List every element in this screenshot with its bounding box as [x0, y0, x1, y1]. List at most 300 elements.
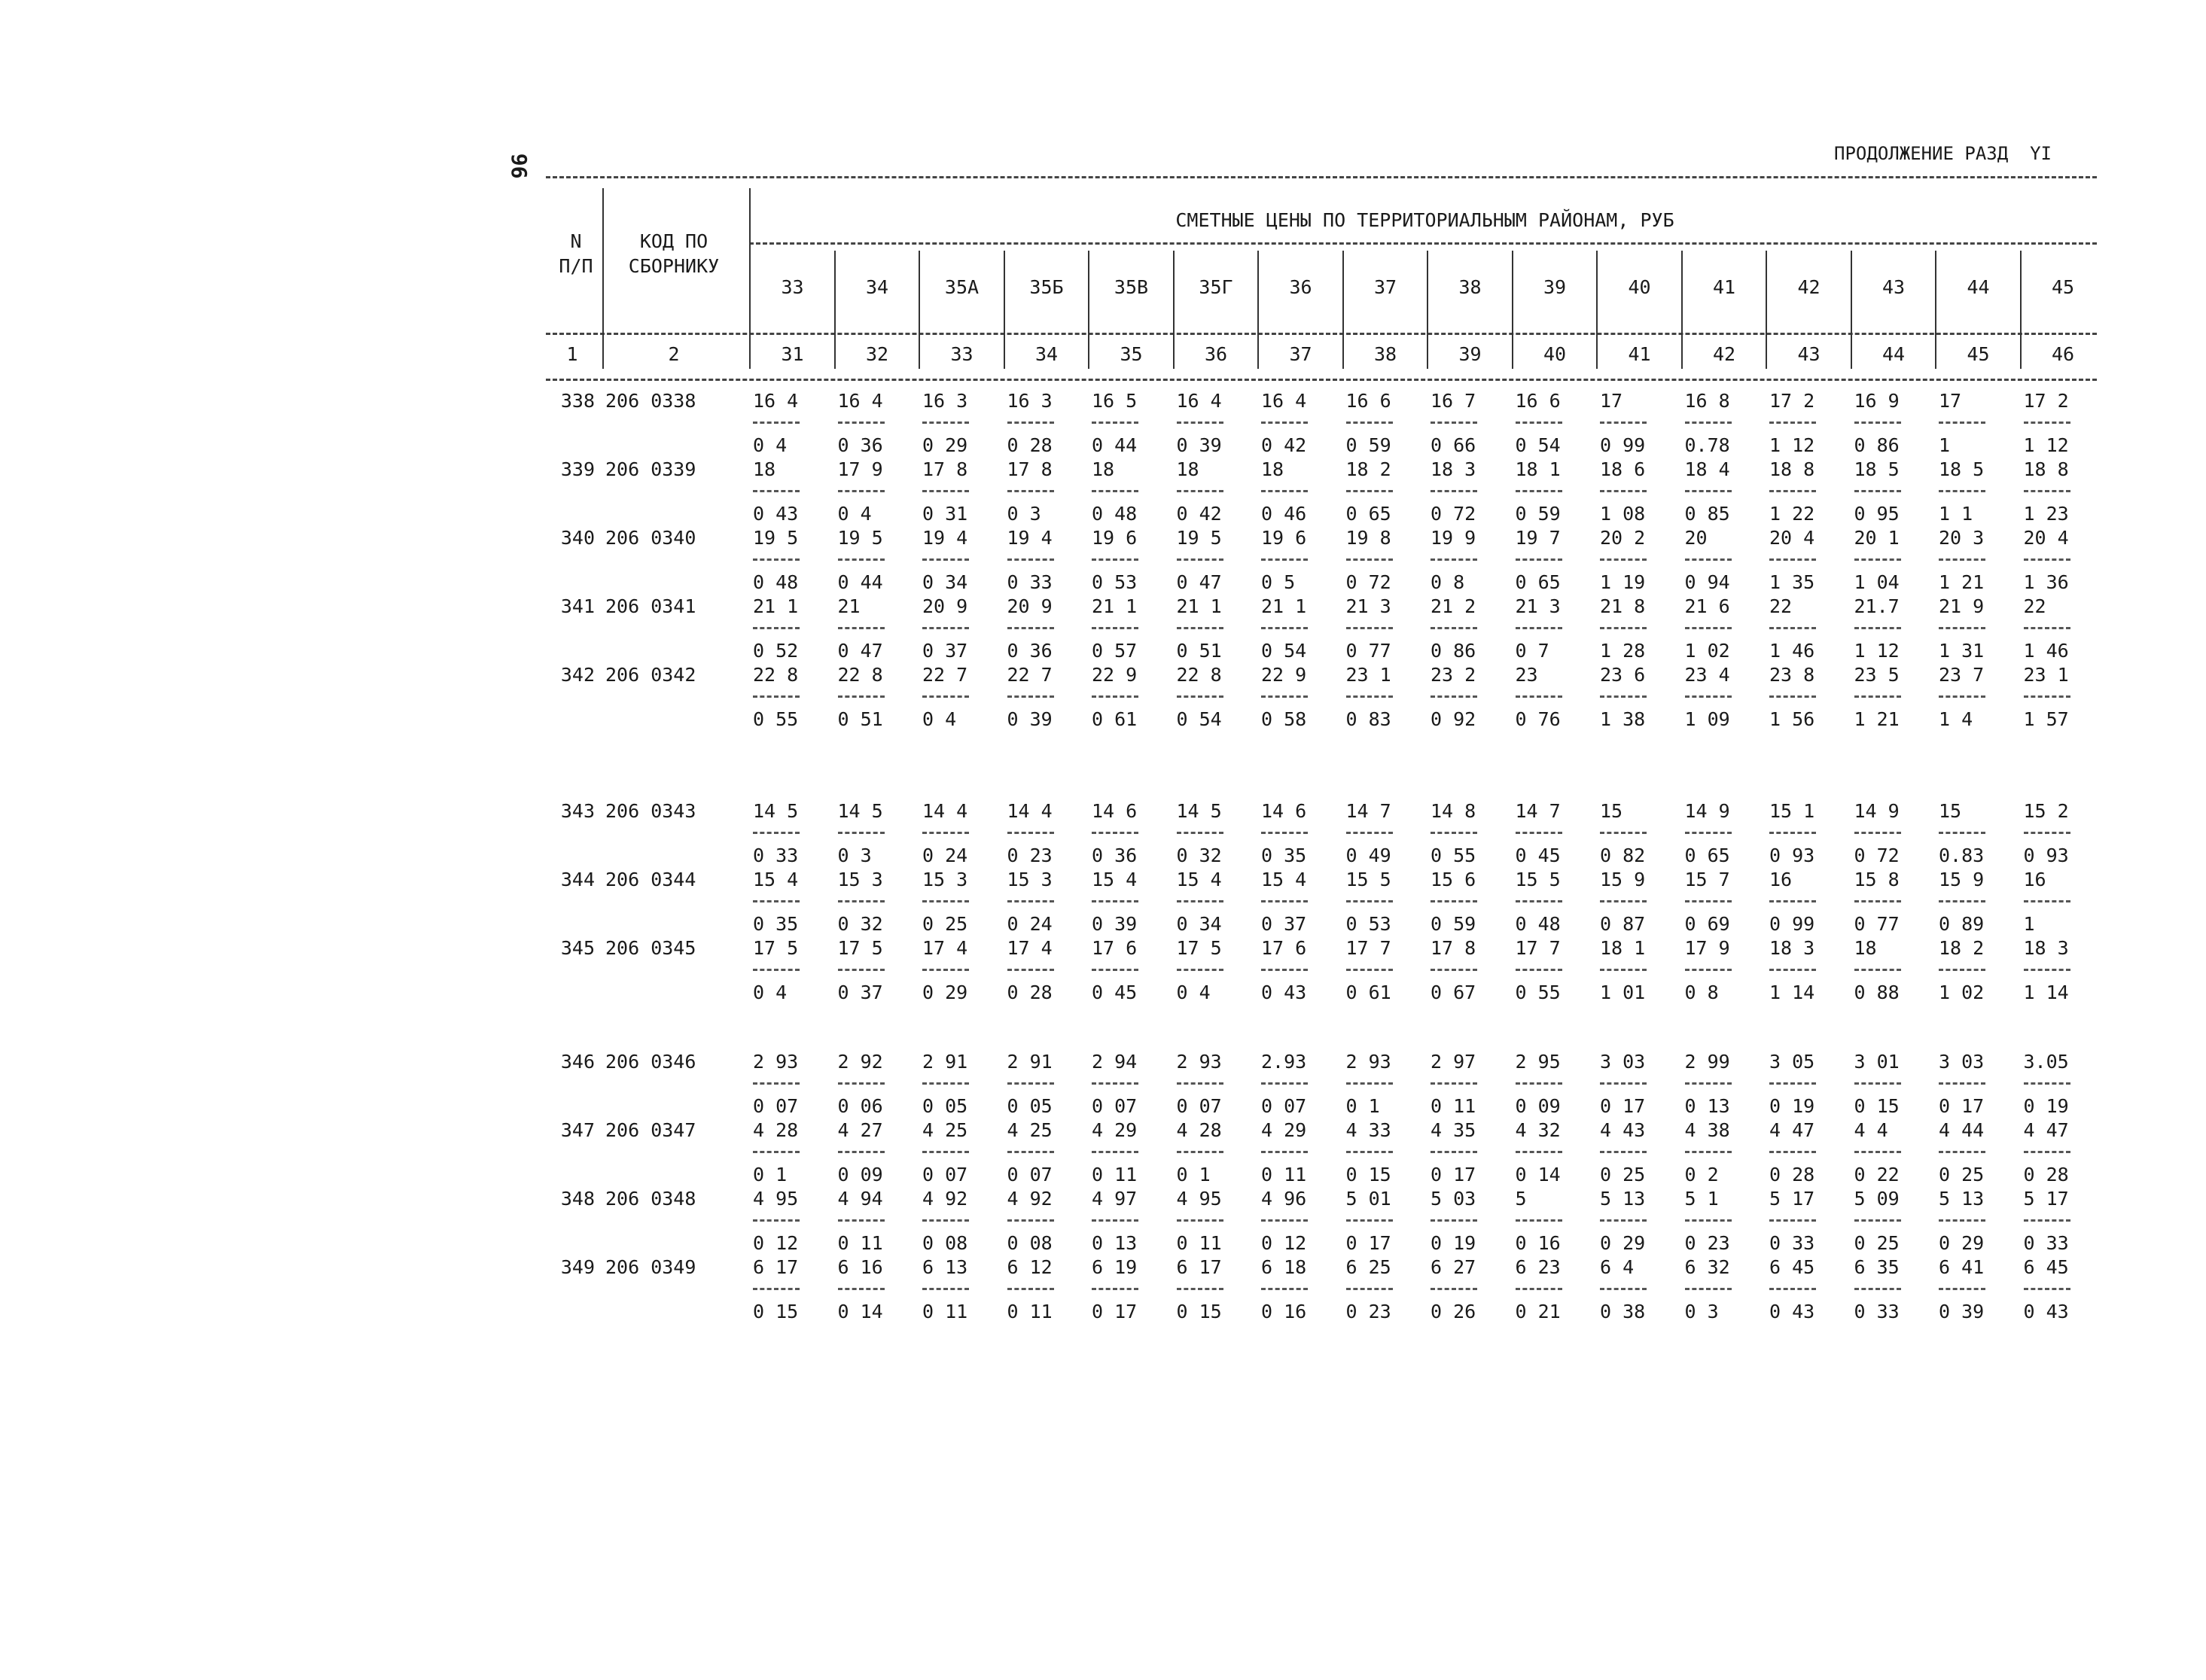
fraction-bar: [922, 695, 969, 698]
column-number: 39: [1458, 343, 1482, 365]
price-total: 15 8: [1854, 869, 1900, 890]
column-number: 43: [1797, 343, 1821, 365]
fraction-bar: [1516, 1082, 1562, 1085]
price-wage: 0 11: [837, 1232, 883, 1254]
price-wage: 0 29: [922, 982, 968, 1003]
price-total: 17 2: [2023, 390, 2069, 412]
price-wage: 0 65: [1684, 845, 1730, 866]
price-total: 21 1: [753, 595, 799, 617]
price-total: 15 9: [1939, 869, 1985, 890]
fraction-bar: [1685, 627, 1732, 629]
price-wage: 0 09: [1515, 1095, 1561, 1117]
region-header: 40: [1628, 276, 1651, 298]
price-total: 23 1: [2023, 664, 2069, 686]
price-wage: 0 4: [753, 434, 788, 456]
fraction-bar: [1092, 1082, 1138, 1085]
price-total: 2 95: [1515, 1051, 1561, 1073]
region-header: 41: [1712, 276, 1736, 298]
price-wage: 1 14: [1769, 982, 1815, 1003]
fraction-bar: [1431, 1151, 1477, 1153]
price-total: 22 7: [922, 664, 968, 686]
fraction-bar: [1346, 900, 1393, 902]
fraction-bar: [1007, 422, 1054, 424]
price-wage: 0 48: [1515, 913, 1561, 935]
fraction-bar: [1431, 422, 1477, 424]
price-wage: 0 4: [922, 708, 957, 730]
price-wage: 0 36: [837, 434, 883, 456]
fraction-bar: [922, 1288, 969, 1290]
price-total: 6 12: [1007, 1256, 1053, 1278]
price-total: 3 05: [1769, 1051, 1815, 1073]
price-total: 17: [1939, 390, 1962, 412]
column-separator: [1004, 251, 1005, 369]
price-total: 17 6: [1092, 937, 1138, 959]
column-separator: [1427, 251, 1428, 369]
price-wage: 0 54: [1261, 640, 1307, 662]
price-total: 16 6: [1345, 390, 1391, 412]
fraction-bar: [753, 1219, 800, 1222]
fraction-bar: [1939, 558, 1985, 561]
price-total: 4 47: [2023, 1119, 2069, 1141]
price-wage: 0 36: [1092, 845, 1138, 866]
column-number: 46: [2051, 343, 2075, 365]
price-wage: 0 36: [1007, 640, 1053, 662]
price-total: 17 7: [1345, 937, 1391, 959]
price-wage: 0 17: [1345, 1232, 1391, 1254]
fraction-bar: [1007, 695, 1054, 698]
row-code: 206 0348: [605, 1188, 696, 1210]
fraction-bar: [1431, 900, 1477, 902]
price-wage: 0 07: [1261, 1095, 1307, 1117]
fraction-bar: [1261, 832, 1308, 834]
price-total: 3.05: [2023, 1051, 2069, 1073]
price-total: 18 2: [1345, 458, 1391, 480]
price-total: 15 6: [1431, 869, 1476, 890]
fraction-bar: [1261, 422, 1308, 424]
price-total: 20 4: [2023, 527, 2069, 549]
price-wage: 0 34: [1176, 913, 1222, 935]
fraction-bar: [1600, 969, 1647, 971]
price-total: 4 29: [1092, 1119, 1138, 1141]
price-total: 21 1: [1261, 595, 1307, 617]
price-total: 21 9: [1939, 595, 1985, 617]
fraction-bar: [2024, 558, 2070, 561]
fraction-bar: [1685, 695, 1732, 698]
price-total: 2 93: [753, 1051, 799, 1073]
price-wage: 0 53: [1092, 571, 1138, 593]
fraction-bar: [1261, 969, 1308, 971]
fraction-bar: [838, 558, 885, 561]
price-total: 17 2: [1769, 390, 1815, 412]
price-wage: 1 02: [1684, 640, 1730, 662]
price-wage: 0 11: [1431, 1095, 1476, 1117]
price-total: 16: [2023, 869, 2046, 890]
price-total: 19 5: [753, 527, 799, 549]
price-total: 22: [2023, 595, 2046, 617]
fraction-bar: [1177, 422, 1223, 424]
row-code: 206 0344: [605, 869, 696, 890]
price-total: 6 17: [753, 1256, 799, 1278]
fraction-bar: [1854, 1288, 1901, 1290]
price-total: 15 3: [922, 869, 968, 890]
price-wage: 0 86: [1854, 434, 1900, 456]
price-total: 4 95: [753, 1188, 799, 1210]
price-total: 14 9: [1854, 800, 1900, 822]
fraction-bar: [753, 558, 800, 561]
fraction-bar: [1685, 558, 1732, 561]
price-wage: 0 07: [1007, 1164, 1053, 1185]
fraction-bar: [1939, 969, 1985, 971]
price-total: 18: [1854, 937, 1877, 959]
fraction-bar: [1346, 1151, 1393, 1153]
price-total: 22 8: [753, 664, 799, 686]
price-wage: 1 21: [1854, 708, 1900, 730]
price-total: 15 4: [1092, 869, 1138, 890]
price-wage: 1 23: [2023, 503, 2069, 525]
row-code: 206 0341: [605, 595, 696, 617]
fraction-bar: [1600, 1219, 1647, 1222]
price-total: 14 8: [1431, 800, 1476, 822]
price-wage: 0 06: [837, 1095, 883, 1117]
price-total: 4 96: [1261, 1188, 1307, 1210]
price-total: 17 5: [837, 937, 883, 959]
price-wage: 1 22: [1769, 503, 1815, 525]
price-total: 5 1: [1684, 1188, 1719, 1210]
fraction-bar: [753, 900, 800, 902]
price-wage: 0 11: [922, 1301, 968, 1322]
price-wage: 0 89: [1939, 913, 1985, 935]
price-wage: 0 76: [1515, 708, 1561, 730]
fraction-bar: [2024, 1151, 2070, 1153]
price-wage: 0 42: [1261, 434, 1307, 456]
price-total: 17 9: [837, 458, 883, 480]
row-code: 206 0338: [605, 390, 696, 412]
row-number: 340: [560, 527, 595, 549]
price-wage: 0 23: [1345, 1301, 1391, 1322]
price-wage: 0 5: [1261, 571, 1296, 593]
fraction-bar: [1177, 1151, 1223, 1153]
region-header: 33: [781, 276, 804, 298]
price-wage: 1: [1939, 434, 1951, 456]
price-wage: 1 04: [1854, 571, 1900, 593]
price-wage: 0 32: [1176, 845, 1222, 866]
price-total: 4 94: [837, 1188, 883, 1210]
column-number: 32: [865, 343, 889, 365]
region-header: 37: [1373, 276, 1397, 298]
price-wage: 0 38: [1600, 1301, 1646, 1322]
header-rule-1: [546, 333, 2097, 335]
price-wage: 0 15: [1345, 1164, 1391, 1185]
price-total: 18 5: [1939, 458, 1985, 480]
price-wage: 1 12: [2023, 434, 2069, 456]
price-total: 19 6: [1092, 527, 1138, 549]
row-code: 206 0340: [605, 527, 696, 549]
price-wage: 0 29: [1939, 1232, 1985, 1254]
price-wage: 0 85: [1684, 503, 1730, 525]
price-total: 16 4: [1176, 390, 1222, 412]
price-total: 2 91: [922, 1051, 968, 1073]
fraction-bar: [838, 1288, 885, 1290]
column-separator: [1512, 251, 1513, 369]
fraction-bar: [1769, 558, 1816, 561]
price-wage: 0 8: [1431, 571, 1465, 593]
price-total: 18: [1176, 458, 1199, 480]
fraction-bar: [1092, 422, 1138, 424]
price-wage: 0 1: [753, 1164, 788, 1185]
fraction-bar: [1854, 627, 1901, 629]
price-wage: 0 59: [1345, 434, 1391, 456]
price-wage: 0 19: [1769, 1095, 1815, 1117]
price-total: 18 1: [1515, 458, 1561, 480]
fraction-bar: [1685, 1219, 1732, 1222]
price-total: 18 4: [1684, 458, 1730, 480]
fraction-bar: [1007, 558, 1054, 561]
price-total: 14 6: [1092, 800, 1138, 822]
fraction-bar: [1939, 900, 1985, 902]
column-separator: [1766, 251, 1767, 369]
price-wage: 0 59: [1515, 503, 1561, 525]
price-wage: 1: [2023, 913, 2035, 935]
fraction-bar: [1600, 900, 1647, 902]
price-wage: 1 28: [1600, 640, 1646, 662]
fraction-bar: [1854, 900, 1901, 902]
price-wage: 0 54: [1515, 434, 1561, 456]
price-wage: 0 3: [1007, 503, 1041, 525]
price-total: 15 4: [753, 869, 799, 890]
price-total: 6 23: [1515, 1256, 1561, 1278]
price-total: 21 1: [1092, 595, 1138, 617]
price-total: 16 4: [1261, 390, 1307, 412]
price-wage: 1 02: [1939, 982, 1985, 1003]
price-wage: 0 52: [753, 640, 799, 662]
fraction-bar: [1431, 1082, 1477, 1085]
column-number: 41: [1628, 343, 1651, 365]
fraction-bar: [1177, 558, 1223, 561]
fraction-bar: [1769, 1219, 1816, 1222]
price-wage: 0 44: [1092, 434, 1138, 456]
price-total: 17 5: [1176, 937, 1222, 959]
price-total: 22: [1769, 595, 1793, 617]
price-total: 3 01: [1854, 1051, 1900, 1073]
row-number: 348: [560, 1188, 595, 1210]
fraction-bar: [1685, 490, 1732, 492]
price-wage: 0 07: [1092, 1095, 1138, 1117]
price-wage: 0 34: [922, 571, 968, 593]
header-group-rule: [749, 242, 2097, 245]
row-number: 347: [560, 1119, 595, 1141]
region-header: 35Б: [1029, 276, 1064, 298]
price-wage: 0 13: [1684, 1095, 1730, 1117]
fraction-bar: [753, 422, 800, 424]
fraction-bar: [1261, 695, 1308, 698]
price-total: 4 95: [1176, 1188, 1222, 1210]
price-total: 20 9: [1007, 595, 1053, 617]
fraction-bar: [1177, 969, 1223, 971]
fraction-bar: [1431, 832, 1477, 834]
fraction-bar: [1092, 627, 1138, 629]
fraction-bar: [1177, 1288, 1223, 1290]
price-total: 20 3: [1939, 527, 1985, 549]
price-wage: 1 12: [1769, 434, 1815, 456]
price-wage: 1 38: [1600, 708, 1646, 730]
price-wage: 0 53: [1345, 913, 1391, 935]
region-header: 43: [1881, 276, 1906, 298]
fraction-bar: [838, 969, 885, 971]
price-total: 22 8: [1176, 664, 1222, 686]
price-total: 17 4: [1007, 937, 1053, 959]
price-total: 6 25: [1345, 1256, 1391, 1278]
price-wage: 0 43: [2023, 1301, 2069, 1322]
column-number: 1: [566, 343, 578, 365]
price-total: 4 92: [922, 1188, 968, 1210]
column-number: 38: [1373, 343, 1397, 365]
fraction-bar: [1261, 558, 1308, 561]
price-total: 2 99: [1684, 1051, 1730, 1073]
fraction-bar: [1769, 490, 1816, 492]
price-total: 5 03: [1431, 1188, 1476, 1210]
fraction-bar: [753, 695, 800, 698]
fraction-bar: [753, 1151, 800, 1153]
price-total: 16 4: [837, 390, 883, 412]
price-total: 21 2: [1431, 595, 1476, 617]
price-wage: 0 44: [837, 571, 883, 593]
price-wage: 0 69: [1684, 913, 1730, 935]
price-wage: 0 33: [1007, 571, 1053, 593]
fraction-bar: [1346, 1288, 1393, 1290]
column-separator: [602, 188, 604, 369]
fraction-bar: [1007, 1288, 1054, 1290]
price-wage: 0 21: [1515, 1301, 1561, 1322]
price-total: 4 33: [1345, 1119, 1391, 1141]
fraction-bar: [1516, 832, 1562, 834]
price-wage: 0 28: [1007, 982, 1053, 1003]
column-number: 36: [1204, 343, 1228, 365]
price-total: 14 5: [753, 800, 799, 822]
price-wage: 0 42: [1176, 503, 1222, 525]
price-total: 17 4: [922, 937, 968, 959]
price-total: 15 2: [2023, 800, 2069, 822]
price-wage: 0 48: [1092, 503, 1138, 525]
price-wage: 0 14: [1515, 1164, 1561, 1185]
price-total: 17: [1600, 390, 1623, 412]
column-number: 40: [1543, 343, 1567, 365]
price-wage: 0 61: [1092, 708, 1138, 730]
price-wage: 1 12: [1854, 640, 1900, 662]
price-total: 18 3: [2023, 937, 2069, 959]
price-total: 17 8: [1007, 458, 1053, 480]
price-total: 16 4: [753, 390, 799, 412]
price-total: 4 92: [1007, 1188, 1053, 1210]
price-wage: 0 28: [1769, 1164, 1815, 1185]
column-number: 2: [668, 343, 680, 365]
price-wage: 0 87: [1600, 913, 1646, 935]
row-code: 206 0346: [605, 1051, 696, 1073]
column-separator: [919, 251, 920, 369]
fraction-bar: [2024, 969, 2070, 971]
price-wage: 0 11: [1176, 1232, 1222, 1254]
price-total: 6 27: [1431, 1256, 1476, 1278]
fraction-bar: [1685, 1288, 1732, 1290]
price-wage: 0 19: [1431, 1232, 1476, 1254]
price-total: 3 03: [1939, 1051, 1985, 1073]
fraction-bar: [922, 422, 969, 424]
price-total: 23: [1515, 664, 1538, 686]
price-total: 19 7: [1515, 527, 1561, 549]
price-total: 16 5: [1092, 390, 1138, 412]
fraction-bar: [1600, 832, 1647, 834]
fraction-bar: [1600, 558, 1647, 561]
price-wage: 0 28: [1007, 434, 1053, 456]
fraction-bar: [2024, 832, 2070, 834]
price-total: 4 47: [1769, 1119, 1815, 1141]
price-wage: 0 09: [837, 1164, 883, 1185]
price-wage: 0 77: [1345, 640, 1391, 662]
price-wage: 0 31: [922, 503, 968, 525]
row-number: 341: [560, 595, 595, 617]
column-separator: [749, 188, 751, 369]
price-wage: 0 83: [1345, 708, 1391, 730]
price-total: 4 25: [1007, 1119, 1053, 1141]
fraction-bar: [1346, 832, 1393, 834]
fraction-bar: [1092, 969, 1138, 971]
price-wage: 0 72: [1854, 845, 1900, 866]
price-total: 16 9: [1854, 390, 1900, 412]
price-total: 16 6: [1515, 390, 1561, 412]
price-total: 2 93: [1345, 1051, 1391, 1073]
column-separator: [834, 251, 836, 369]
price-wage: 0 4: [837, 503, 872, 525]
price-total: 5: [1515, 1188, 1527, 1210]
price-wage: 0 26: [1431, 1301, 1476, 1322]
column-separator: [1681, 251, 1683, 369]
price-wage: 0 43: [1769, 1301, 1815, 1322]
fraction-bar: [2024, 422, 2070, 424]
price-wage: 0 33: [2023, 1232, 2069, 1254]
price-total: 23 8: [1769, 664, 1815, 686]
price-wage: 0 25: [1600, 1164, 1646, 1185]
price-wage: 0 7: [1515, 640, 1549, 662]
price-total: 15 1: [1769, 800, 1815, 822]
price-wage: 0 23: [1007, 845, 1053, 866]
price-wage: 0 11: [1007, 1301, 1053, 1322]
fraction-bar: [2024, 627, 2070, 629]
price-total: 21 6: [1684, 595, 1730, 617]
price-total: 6 17: [1176, 1256, 1222, 1278]
column-number: 45: [1967, 343, 1990, 365]
fraction-bar: [1600, 490, 1647, 492]
price-wage: 1 01: [1600, 982, 1646, 1003]
price-total: 14 4: [922, 800, 968, 822]
price-wage: 1 56: [1769, 708, 1815, 730]
price-wage: 0 66: [1431, 434, 1476, 456]
price-total: 17 8: [1431, 937, 1476, 959]
fraction-bar: [1939, 1082, 1985, 1085]
fraction-bar: [922, 900, 969, 902]
price-total: 20 1: [1854, 527, 1900, 549]
price-total: 5 13: [1600, 1188, 1646, 1210]
fraction-bar: [1939, 627, 1985, 629]
price-wage: 1 14: [2023, 982, 2069, 1003]
price-total: 6 4: [1600, 1256, 1635, 1278]
fraction-bar: [922, 627, 969, 629]
price-wage: 0 93: [1769, 845, 1815, 866]
column-number: 33: [950, 343, 974, 365]
price-wage: 0 47: [837, 640, 883, 662]
price-total: 15 3: [837, 869, 883, 890]
price-wage: 1 46: [2023, 640, 2069, 662]
price-total: 21.7: [1854, 595, 1900, 617]
fraction-bar: [1939, 1288, 1985, 1290]
